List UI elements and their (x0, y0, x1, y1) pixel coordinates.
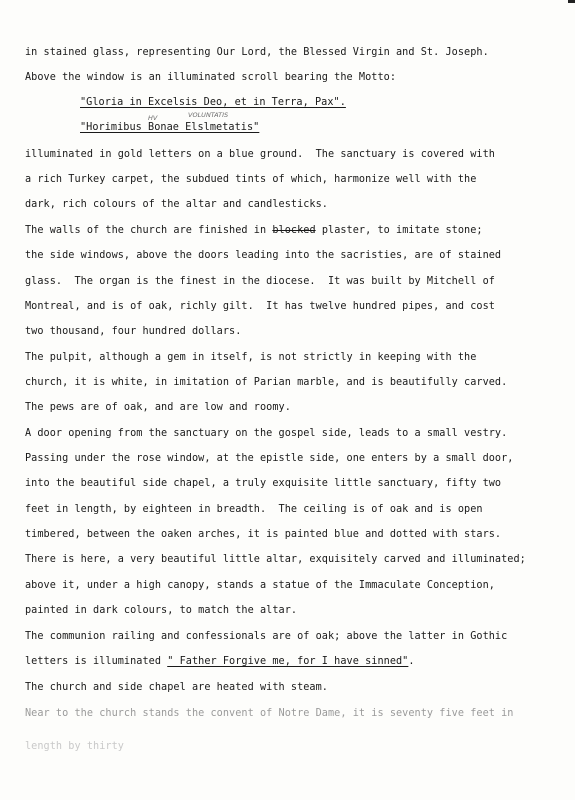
text-line-14: church, it is white, in imitation of Parian marble, and is beautifully carved. (25, 377, 508, 388)
text-line-1: in stained glass, representing Our Lord, the Blessed Virgin and St. Joseph. (25, 47, 489, 58)
motto-line-1: "Gloria in Excelsis Deo, et in Terra, Pax". (80, 97, 346, 108)
motto-line-2: "Horimibus Bonae Elslmetatis" (80, 122, 260, 133)
text-line-6: a rich Turkey carpet, the subdued tints of which, harmonize well with the (25, 174, 477, 185)
handwritten-annotation-hv: HV (148, 114, 158, 122)
text-line-10: glass. The organ is the finest in the diocese. It was built by Mitchell of (25, 276, 495, 287)
text-line-17: Passing under the rose window, at the epistle side, one enters by a small door, (25, 453, 514, 464)
text-line-12: two thousand, four hundred dollars. (25, 326, 242, 337)
text-line-24: The communion railing and confessionals are of oak; above the latter in Gothic (25, 631, 508, 642)
text-line-21: There is here, a very beautiful little altar, exquisitely carved and illuminated; (25, 554, 526, 565)
text-line-7: dark, rich colours of the altar and candlesticks. (25, 199, 328, 210)
text-line-20: timbered, between the oaken arches, it is painted blue and dotted with stars. (25, 529, 502, 540)
text-segment: The walls of the church are finished in (25, 225, 273, 236)
text-line-22: above it, under a high canopy, stands a statue of the Immaculate Conception, (25, 580, 495, 591)
text-line-11: Montreal, and is of oak, richly gilt. It has twelve hundred pipes, and cost (25, 301, 495, 312)
text-segment: plaster, to imitate stone; (315, 225, 483, 236)
underlined-quote: " Father Forgive me, for I have sinned" (167, 656, 409, 667)
text-line-8 (25, 225, 483, 237)
text-line-15: The pews are of oak, and are low and roomy. (25, 402, 291, 413)
text-line-25 (25, 656, 415, 668)
text-line-9: the side windows, above the doors leading into the sacristies, are of stained (25, 250, 502, 261)
text-line-18: into the beautiful side chapel, a truly exquisite little sanctuary, fifty two (25, 478, 502, 489)
text-line-16: A door opening from the sanctuary on the gospel side, leads to a small vestry. (25, 428, 508, 439)
text-line-19: feet in length, by eighteen in breadth. The ceiling is of oak and is open (25, 504, 483, 515)
text-line-13: The pulpit, although a gem in itself, is not strictly in keeping with the (25, 352, 477, 363)
text-line-28: length by thirty (25, 741, 124, 752)
text-segment: letters is illuminated (25, 656, 168, 667)
text-segment: . (408, 656, 415, 667)
text-line-23: painted in dark colours, to match the altar. (25, 605, 298, 616)
text-line-26: The church and side chapel are heated with steam. (25, 682, 328, 693)
text-line-27: Near to the church stands the convent of Notre Dame, it is seventy five feet in (25, 708, 514, 719)
scan-edge-mark (568, 0, 575, 3)
struck-word: blocked (272, 225, 316, 236)
text-line-5: illuminated in gold letters on a blue ground. The sanctuary is covered with (25, 149, 495, 160)
handwritten-annotation-voluntatis: VOLUNTATIS (188, 111, 229, 119)
text-line-2: Above the window is an illuminated scroll bearing the Motto: (25, 72, 397, 83)
